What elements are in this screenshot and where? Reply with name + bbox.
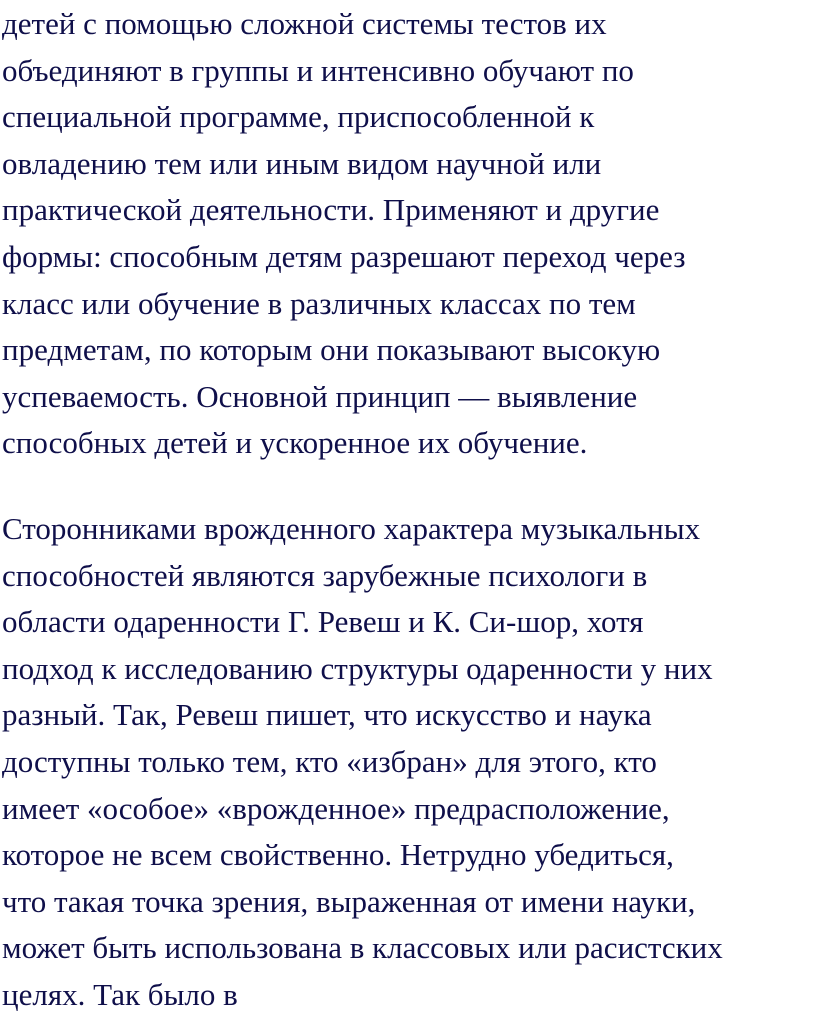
text-line: может быть использована в классовых или расистских [2,930,723,966]
text-line: целях. Так было в [2,976,238,1012]
text-line: разный. Так, Ревеш пишет, что искусство и наука [2,697,652,733]
text-line: детей с помощью сложной системы тестов их [2,6,607,41]
text-line: овладению тем или иным видом научной или [2,145,602,181]
text-line: предметам, по которым они показывают высокую [2,332,661,368]
text-line: специальной программе, приспособленной к [2,99,595,135]
text-line: доступны только тем, кто «избран» для этого, кто [2,743,657,779]
text-line: класс или обучение в различных классах по тем [2,285,636,321]
text-line: формы: способным детям разрешают переход через [2,238,686,274]
text-line: успеваемость. Основной принцип — выявление [2,378,638,414]
text-line: способных детей и ускоренное их обучение. [2,425,588,461]
paragraph-1 [2,1,816,467]
text-line: области одаренности Г. Ревеш и К. Си-шор, хотя [2,604,644,640]
text-line: объединяют в группы и интенсивно обучают по [2,52,634,88]
text-line: практической деятельности. Применяют и другие [2,192,660,228]
text-line: подход к исследованию структуры одаренности у них [2,650,713,686]
text-line: которое не всем свойственно. Нетрудно убедиться, [2,837,674,873]
text-line: Сторонниками врожденного характера музыкальных [2,511,701,546]
paragraph-2 [2,506,816,1019]
text-line: способностей являются зарубежные психологи в [2,557,648,593]
text-line: что такая точка зрения, выраженная от имени науки, [2,883,696,919]
text-line: имеет «особое» «врожденное» предрасположение, [2,790,670,826]
